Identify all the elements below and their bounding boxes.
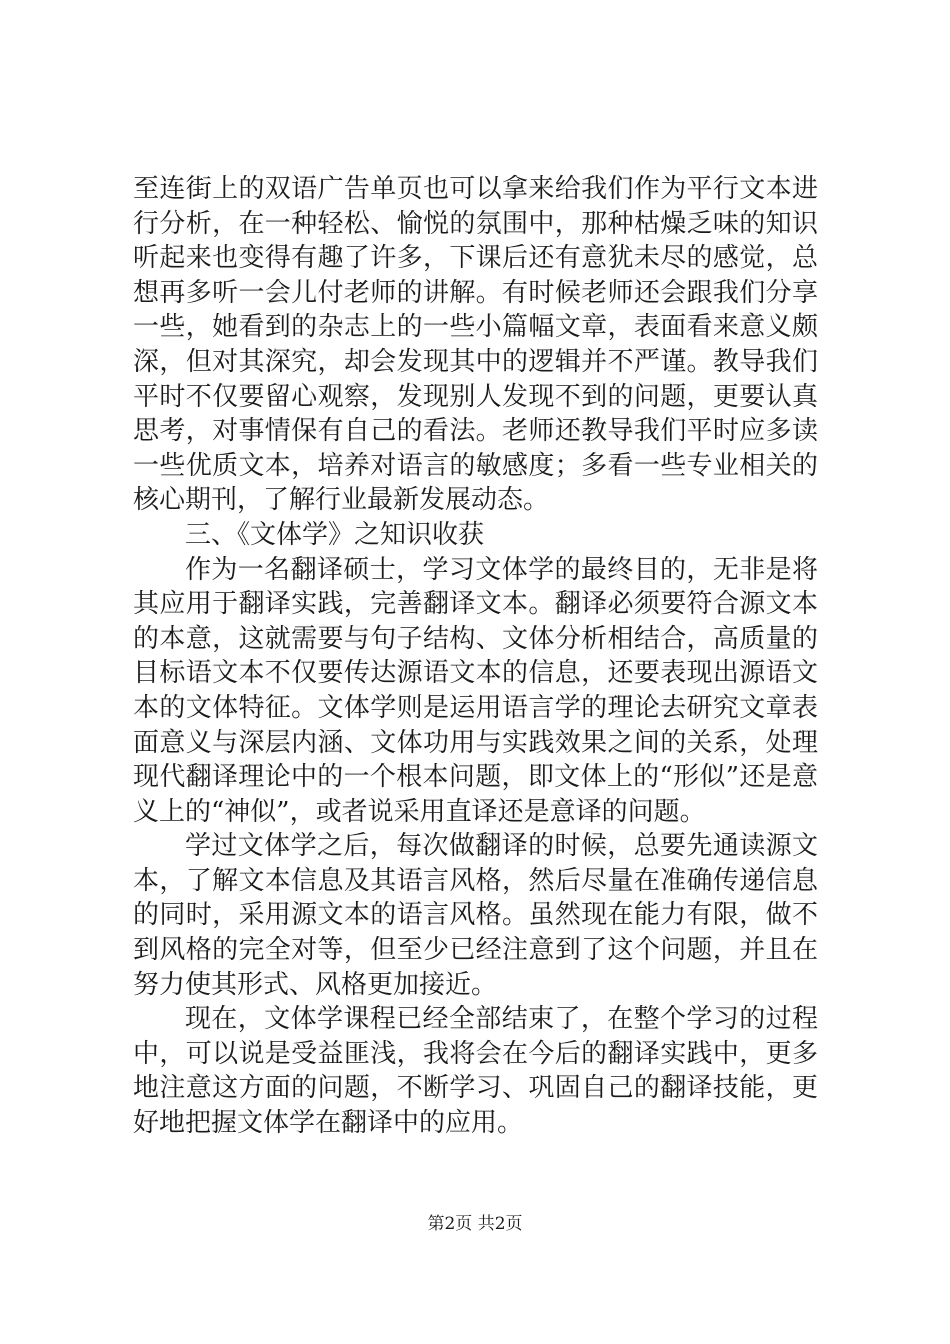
section-heading: 三、《文体学》之知识收获 [185, 519, 485, 550]
body-paragraph-4: 现在，文体学课程已经全部结束了，在整个学习的过程中，可以说是受益匪浅，我将会在今后的翻译实践中，更多地注意这方面的问题，不断学习、巩固自己的翻译技能，更好地把握文体学在翻译中的应用。 [133, 1004, 818, 1139]
document-body [133, 172, 818, 1141]
body-paragraph-1: 至连街上的双语广告单页也可以拿来给我们作为平行文本进行分析，在一种轻松、愉悦的氛围中，那种枯燥乏味的知识听起来也变得有趣了许多，下课后还有意犹未尽的感觉，总想再多听一会儿付老师的讲解。有时候老师还会跟我们分享一些，她看到的杂志上的一些小篇幅文章，表面看来意义颇深，但对其深究，却会发现其中的逻辑并不严谨。教导我们平时不仅要留心观察，发现别人发现不到的问题，更要认真思考，对事情保有自己的看法。老师还教导我们平时应多读一些优质文本，培养对语言的敏感度；多看一些专业相关的核心期刊，了解行业最新发展动态。 [133, 174, 818, 516]
page-number-footer: 第2页 共2页 [427, 1214, 523, 1234]
body-paragraph-2: 作为一名翻译硕士，学习文体学的最终目的，无非是将其应用于翻译实践，完善翻译文本。翻译必须要符合源文本的本意，这就需要与句子结构、文体分析相结合，高质量的目标语文本不仅要传达源语文本的信息，还要表现出源语文本的文体特征。文体学则是运用语言学的理论去研究文章表面意义与深层内涵、文体功用与实践效果之间的关系，处理现代翻译理论中的一个根本问题，即文体上的“形似”还是意义上的“神似”，或者说采用直译还是意译的问题。 [133, 554, 818, 827]
body-paragraph-3: 学过文体学之后，每次做翻译的时候，总要先通读源文本，了解文本信息及其语言风格，然后尽量在准确传递信息的同时，采用源文本的语言风格。虽然现在能力有限，做不到风格的完全对等，但至少已经注意到了这个问题，并且在努力使其形式、风格更加接近。 [133, 831, 818, 1000]
